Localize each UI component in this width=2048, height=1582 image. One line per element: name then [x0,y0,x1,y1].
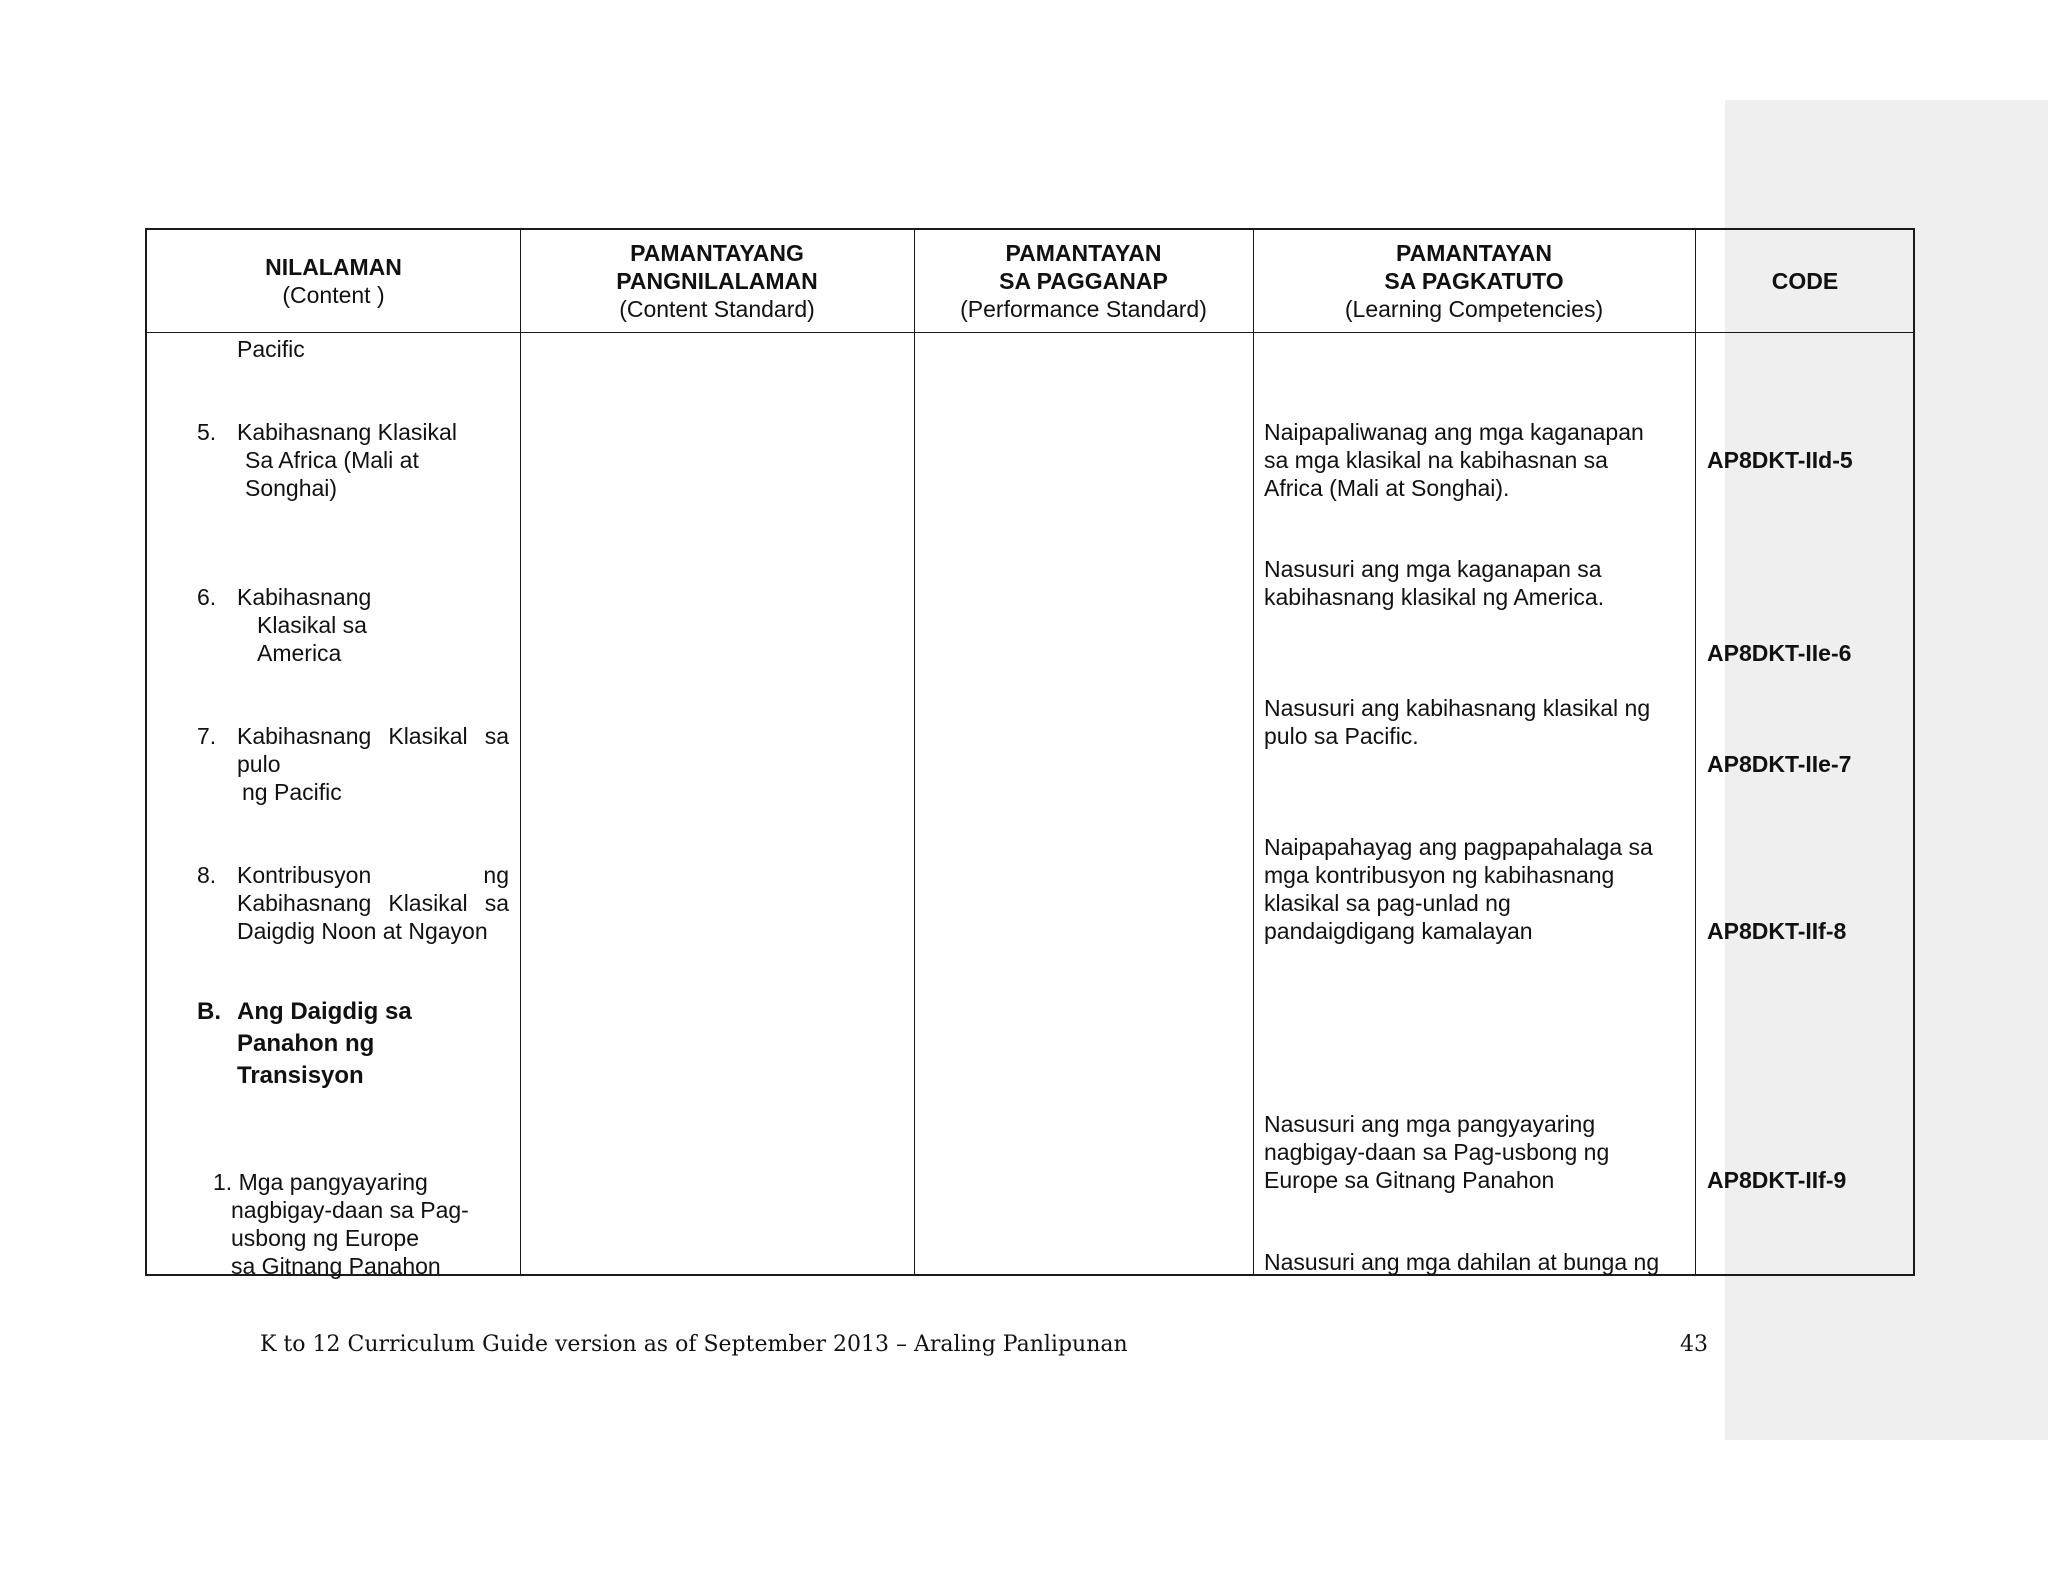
item-6-line-3: America [257,640,342,666]
code-ap8dkt-iif-8: AP8DKT-IIf-8 [1707,918,1847,944]
curriculum-table [145,228,1915,1279]
item-6-line-1: Kabihasnang [237,584,372,610]
competency-line: Naipapahayag ang pagpapahalaga sa [1264,834,1653,860]
competency-9 [1264,1110,1609,1194]
competency-line: Nasusuri ang mga pangyayaring [1264,1111,1596,1137]
section-b-line-1: Ang Daigdig sa [237,998,412,1025]
header-content-title: NILALAMAN [265,254,402,280]
header-performance-standard [914,230,1253,332]
competency-6 [1264,555,1604,611]
header-code-title: CODE [1771,268,1839,294]
competency-line: nagbigay-daan sa Pag-usbong ng [1264,1139,1610,1165]
competency-5 [1264,418,1644,502]
item-6-line-2: Klasikal sa [257,612,367,638]
header-performance-title-b: SA PAGGANAP [999,268,1168,294]
item-7-word: sa [484,723,509,749]
item-7-number: 7. [197,723,217,749]
item-8-line-1 [237,861,509,889]
item-8-word: ng [483,862,509,888]
competency-line: Naipapaliwanag ang mga kaganapan [1264,419,1644,445]
code-ap8dkt-iif-9: AP8DKT-IIf-9 [1707,1167,1847,1193]
page-number: 43 [1680,1332,1708,1357]
column-divider [914,230,915,1274]
footer-text: K to 12 Curriculum Guide version as of September 2013 – Araling Panlipunan [260,1332,1128,1357]
item-8-word: Kabihasnang [237,890,372,916]
item-5-line-3: Songhai) [245,475,338,501]
header-competencies-title-b: SA PAGKATUTO [1384,268,1564,294]
header-content-standard-title-b: PANGNILALAMAN [616,268,818,294]
item-7-line-3: ng Pacific [242,779,342,805]
competency-line: Nasusuri ang mga kaganapan sa [1264,556,1602,582]
header-competencies-sub: (Learning Competencies) [1344,296,1604,322]
content-pacific-continued: Pacific [237,336,305,362]
competency-line: Nasusuri ang kabihasnang klasikal ng [1264,695,1651,721]
competency-line: Africa (Mali at Songhai). [1264,475,1510,501]
header-performance-title-a: PAMANTAYAN [1005,240,1162,266]
section-b-label: B. [197,998,221,1025]
header-code [1695,230,1915,332]
competency-7 [1264,694,1650,750]
item-7-line-1 [237,722,509,750]
competency-10 [1264,1248,1659,1276]
item-5-line-2: Sa Africa (Mali at [245,447,419,473]
competency-line: pandaigdigang kamalayan [1264,918,1533,944]
competency-line: Europe sa Gitnang Panahon [1264,1167,1555,1193]
competency-line: kabihasnang klasikal ng America. [1264,584,1605,610]
item-5-line-1: Kabihasnang Klasikal [237,419,457,445]
header-content-sub: (Content ) [282,282,385,308]
header-divider [147,332,1913,333]
item-b1-line-1: 1. Mga pangyayaring [213,1169,428,1195]
competency-line: klasikal sa pag-unlad ng [1264,890,1511,916]
item-b1-line-3: usbong ng Europe [231,1225,419,1251]
header-learning-competencies [1253,230,1695,332]
competency-8 [1264,833,1653,945]
item-8-word: sa [484,890,509,916]
column-divider [520,230,521,1274]
section-b-line-2: Panahon ng [237,1030,375,1057]
competency-line: Nasusuri ang mga dahilan at bunga ng [1264,1249,1660,1275]
header-content [147,230,520,332]
competency-line: pulo sa Pacific. [1264,723,1419,749]
code-ap8dkt-iie-6: AP8DKT-IIe-6 [1707,640,1852,666]
item-b1-line-2: nagbigay-daan sa Pag- [231,1197,469,1223]
column-divider [1695,230,1696,1274]
header-content-standard-sub: (Content Standard) [619,296,815,322]
item-7-line-2: pulo [237,751,281,777]
item-8-number: 8. [197,862,217,888]
code-ap8dkt-iid-5: AP8DKT-IId-5 [1707,447,1853,473]
item-8-line-3: Daigdig Noon at Ngayon [237,918,488,944]
header-competencies-title-a: PAMANTAYAN [1396,240,1552,266]
item-8-word: Klasikal [388,890,468,916]
header-content-standard [520,230,914,332]
item-8-word: Kontribusyon [237,862,372,888]
code-ap8dkt-iie-7: AP8DKT-IIe-7 [1707,751,1852,777]
section-b-line-3: Transisyon [237,1062,364,1089]
item-5-number: 5. [197,419,217,445]
item-7-word: Kabihasnang [237,723,372,749]
item-b1-line-4: sa Gitnang Panahon [231,1253,441,1279]
header-performance-sub: (Performance Standard) [960,296,1207,322]
item-6-number: 6. [197,584,217,610]
column-divider [1253,230,1254,1274]
header-content-standard-title-a: PAMANTAYANG [630,240,804,266]
item-8-line-2 [237,889,509,917]
competency-line: mga kontribusyon ng kabihasnang [1264,862,1615,888]
competency-line: sa mga klasikal na kabihasnan sa [1264,447,1608,473]
item-7-word: Klasikal [388,723,468,749]
